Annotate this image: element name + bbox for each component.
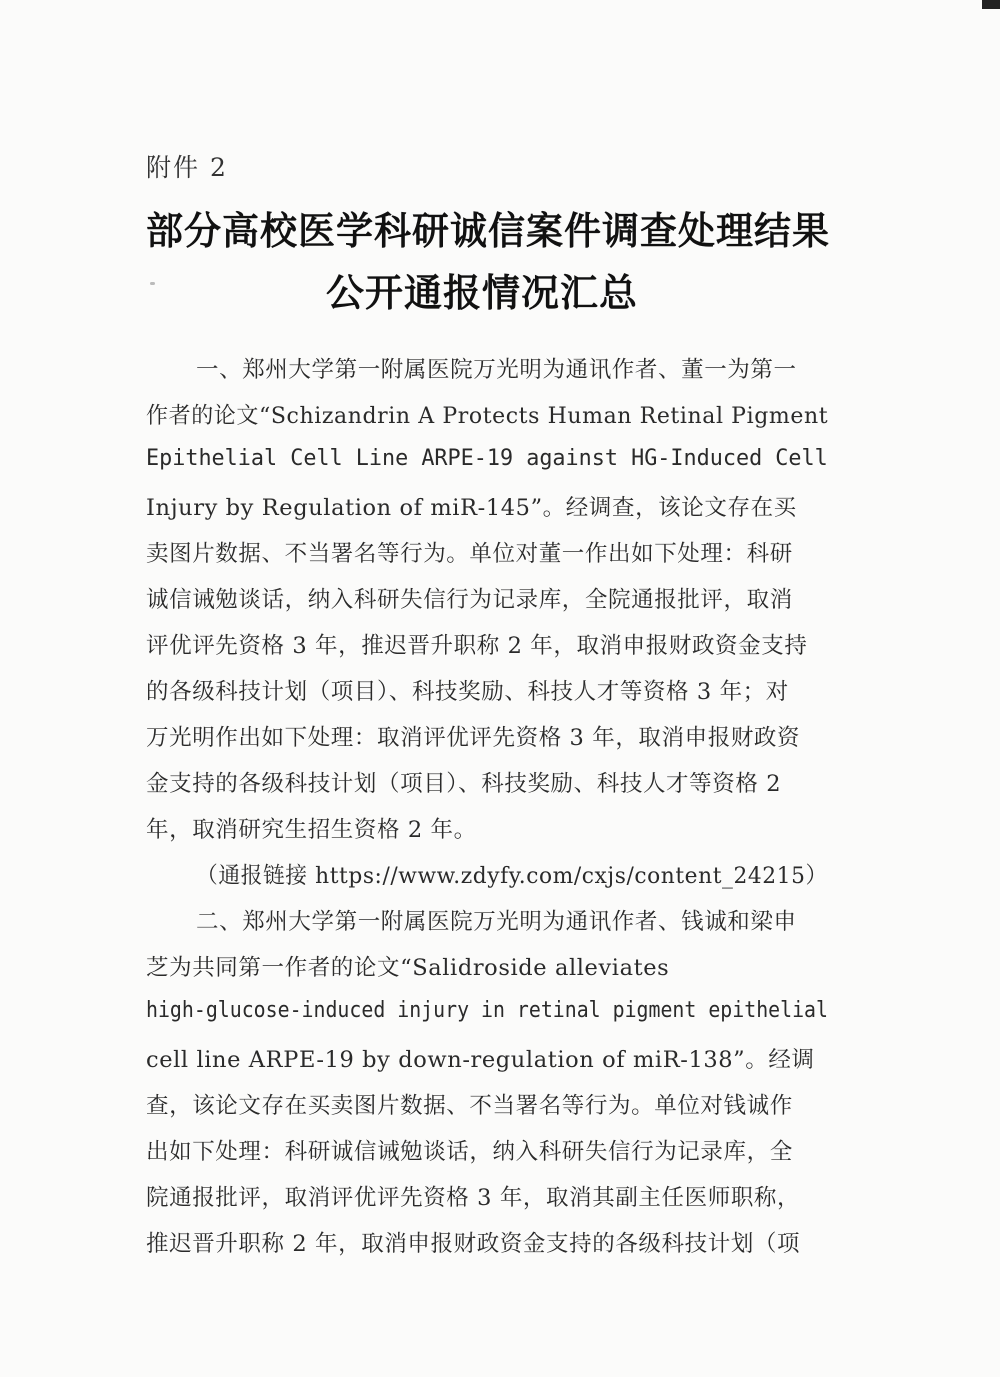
body-line: 年，取消研究生招生资格 2 年。 [146,817,477,843]
body-line: 院通报批评，取消评优评先资格 3 年，取消其副主任医师职称， [146,1185,801,1211]
scan-speck [150,282,155,285]
notice-link-text: （通报链接 https://www.zdyfy.com/cxjs/content_24215） [196,863,828,889]
body-line: Injury by Regulation of miR-145”。经调查，该论文存在买 [146,495,797,521]
body-line: 芝为共同第一作者的论文“Salidroside alleviates [146,955,670,981]
body-line: 出如下处理：科研诚信诫勉谈话，纳入科研失信行为记录库，全 [146,1139,793,1165]
attachment-label: 附件 2 [146,153,228,182]
body-line: 的各级科技计划（项目）、科技奖励、科技人才等资格 3 年；对 [146,679,789,705]
scan-corner-mark [982,0,1000,9]
body-line: 查，该论文存在买卖图片数据、不当署名等行为。单位对钱诚作 [146,1093,793,1119]
body-line: 推迟晋升职称 2 年，取消申报财政资金支持的各级科技计划（项 [146,1231,801,1257]
body-line: 诚信诫勉谈话，纳入科研失信行为记录库，全院通报批评，取消 [146,587,793,613]
body-line: 金支持的各级科技计划（项目）、科技奖励、科技人才等资格 2 [146,771,782,797]
body-line: 卖图片数据、不当署名等行为。单位对董一作出如下处理：科研 [146,541,793,567]
body-line: 二、郑州大学第一附属医院万光明为通讯作者、钱诚和梁申 [196,909,797,935]
body-line: high-glucose-induced injury in retinal pigment epithelial [146,998,828,1023]
title-line-1-text: 部分高校医学科研诚信案件调查处理结果 [146,209,831,253]
body-line: 一、郑州大学第一附属医院万光明为通讯作者、董一为第一 [196,357,797,383]
body-line: 万光明作出如下处理：取消评优评先资格 3 年，取消申报财政资 [146,725,801,751]
title-line-2-text: 公开通报情况汇总 [326,271,639,315]
body-line: 作者的论文“Schizandrin A Protects Human Retinal Pigment [146,403,829,429]
body-line: 评优评先资格 3 年，推迟晋升职称 2 年，取消申报财政资金支持 [146,633,808,659]
body-line: cell line ARPE-19 by down-regulation of miR-138”。经调 [146,1047,815,1073]
body-line: Epithelial Cell Line ARPE-19 against HG-Induced Cell [146,446,828,471]
